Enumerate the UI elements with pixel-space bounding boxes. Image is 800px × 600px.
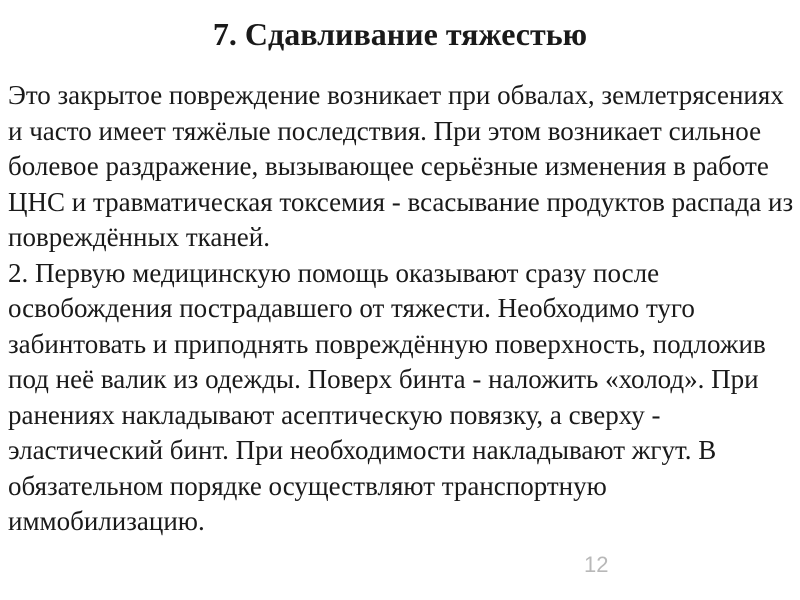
slide-title: 7. Сдавливание тяжестью [212,16,588,52]
paragraph-first-aid: 2. Первую медицинскую помощь оказывают сразу после освобождения пострадавшего от тяжести. Необходимо туго забинтовать и приподнять повреждённую поверхность, подложив под неё валик из одежды. Поверх бинта - наложить «холод». При ранениях накладывают асептическую повязку, а сверху - эластический бинт. При необходимости накладывают жгут. В обязательном порядке осуществляют транспортную иммобилизацию. [8,257,766,536]
page-number: 12 [584,552,609,577]
slide-body [8,78,798,540]
paragraph-description: Это закрытое повреждение возникает при обвалах, землетрясениях и часто имеет тяжёлые последствия. При этом возникает сильное болевое раздражение, вызывающее серьёзные изменения в работе ЦНС и травматическая токсемия - всасывание продуктов распада из повреждённых тканей. [8,80,794,252]
